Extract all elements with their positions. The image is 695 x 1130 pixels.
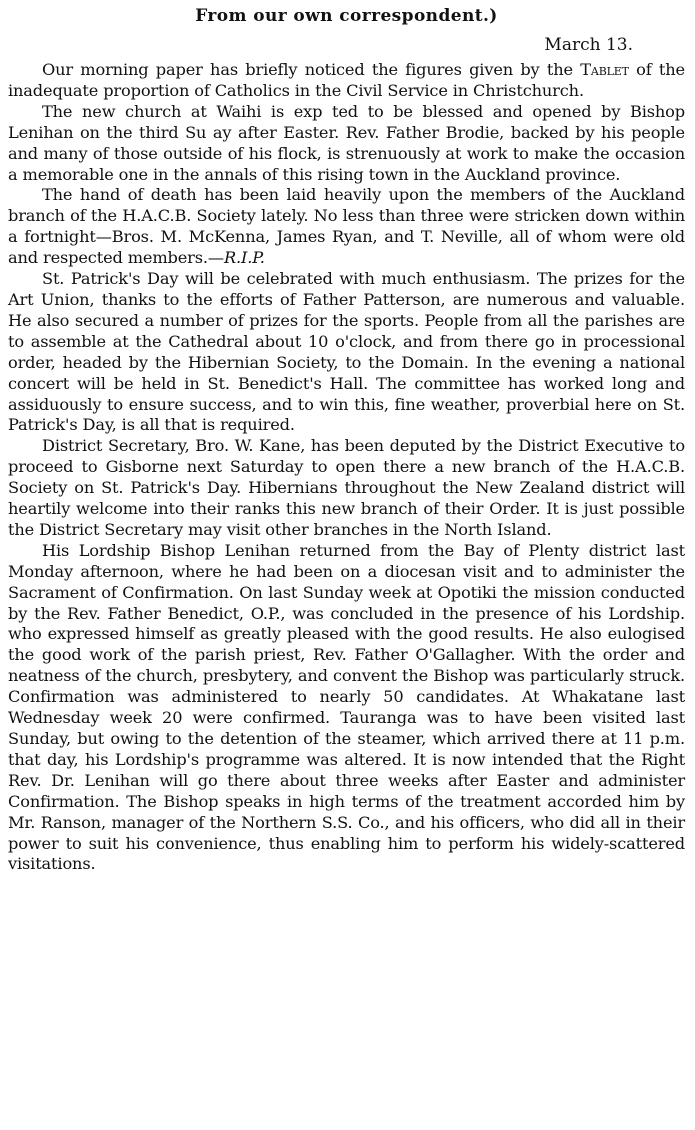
tablet-reference: Tablet [580,60,629,79]
correspondent-heading: From our own correspondent.) [195,6,498,26]
dateline: March 13. [544,35,633,55]
paragraph-text: The hand of death has been laid heavily upon the members of the Auckland branch of the H.A.C.B. Society lately. No less than three were stricken down within a fortnight—Bros. M. McKenna, James Ryan, and T. Neville, all of whom were old and respected members.— [8,185,685,268]
paragraph-waihi-church: The new church at Waihi is exp ted to be blessed and opened by Bishop Lenihan on the third Su ay after Easter. Rev. Father Brodie, backed by his people and many of those outside of his flock, is strenuously at work to make the occasion a memorable one in the annals of this rising town in the Auckland province. [8,101,685,184]
paragraph-district-secretary: District Secretary, Bro. W. Kane, has been deputed by the District Executive to proceed to Gisborne next Saturday to open there a new branch of the H.A.C.B. Society on St. Patrick's Day. Hibernians throughout the New Zealand district will heartily welcome into their ranks this new branch of their Order. It is just possible the District Secretary may visit other branches in the North Island. [8,436,685,539]
paragraph-text: of the inadequate proportion of Catholics in the Civil Service in Christchurch. [8,60,685,100]
paragraph-civil-service [8,60,685,102]
article-body [8,60,685,875]
paragraph-hacb-deaths [8,185,685,269]
paragraph-st-patricks-day: St. Patrick's Day will be celebrated with much enthusiasm. The prizes for the Art Union, thanks to the efforts of Father Patterson, are numerous and valuable. He also secured a number of prizes for the sports. People from all the parishes are to assemble at the Cathedral about 10 o'clock, and from there go in processional order, headed by the Hibernian Society, to the Domain. In the evening a national concert will be held in St. Benedict's Hall. The committee has worked long and assiduously to ensure success, and to win this, fine weather, proverbial here on St. Patrick's Day, is all that is required. [8,269,685,435]
rip-italic: R.I.P. [223,248,265,268]
paragraph-bishop-lenihan: His Lordship Bishop Lenihan returned from the Bay of Plenty district last Monday afternoon, where he had been on a diocesan visit and to administer the Sacrament of Confirmation. On last Sunday week at Opotiki the mission conducted by the Rev. Father Benedict, O.P., was concluded in the presence of his Lordship. who expressed himself as greatly pleased with the good results. He also eulogised the good work of the parish priest, Rev. Father O'Gallagher. With the order and neatness of the church, presbytery, and convent the Bishop was particularly struck. Confirmation was administered to nearly 50 candidates. At Whakatane last Wednesday week 20 were confirmed. Tauranga was to have been visited last Sunday, but owing to the detention of the steamer, which arrived there at 11 p.m. that day, his Lordship's programme was altered. It is now intended that the Right Rev. Dr. Lenihan will go there about three weeks after Easter and administer Confirmation. The Bishop speaks in high terms of the treatment accorded him by Mr. Ranson, manager of the Northern S.S. Co., and his officers, who did all in their power to suit his convenience, thus enabling him to perform his widely-scattered visitations. [8,540,685,874]
paragraph-text: Our morning paper has briefly noticed the figures given by the [42,60,581,79]
